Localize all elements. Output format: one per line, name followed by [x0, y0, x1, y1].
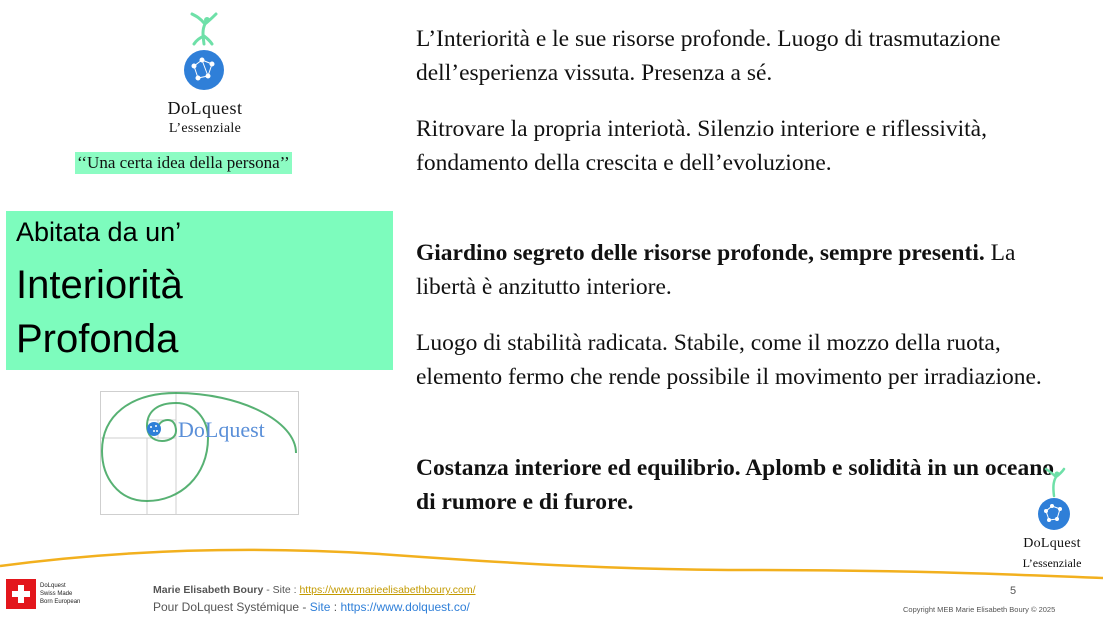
- slide-number: 5: [1010, 585, 1017, 597]
- paragraph-3: [416, 236, 1056, 304]
- swiss-flag-icon: [6, 579, 36, 609]
- footer-site-label: Site: [309, 600, 331, 614]
- footer-line2-separator: :: [330, 600, 341, 614]
- dolquest-site-link[interactable]: https://www.dolquest.co/: [340, 600, 470, 614]
- footer-line2-prefix: Pour DoLquest Systémique -: [153, 600, 310, 614]
- paragraph-3-rest: La libertà è anzitutto interiore.: [416, 240, 1016, 300]
- paragraph-4: Luogo di stabilità radicata. Stabile, come il mozzo della ruota, elemento fermo che rende possibile il movimento per irradiazione.: [416, 330, 1042, 390]
- title-line-1: Interiorità: [16, 263, 183, 307]
- paragraph-3-bold: Giardino segreto delle risorse profonde, sempre presenti.: [416, 240, 985, 266]
- title-pre: Abitata da un’: [16, 217, 182, 247]
- brand-subtitle-small: L’essenziale: [1022, 556, 1082, 570]
- title-main: [16, 258, 183, 366]
- paragraph-1: L’Interiorità e le sue risorse profonde. Luogo di trasmutazione dell’esperienza vissuta. Presenza a sé.: [416, 26, 1001, 86]
- golden-spiral-logo: [100, 391, 299, 515]
- motto: ‘‘Una certa idea della persona’’: [77, 153, 290, 172]
- paragraph-5: [416, 451, 1056, 519]
- paragraph-2: Ritrovare la propria interiotà. Silenzio interiore e riflessività, fondamento della crescita e dell’evoluzione.: [416, 116, 987, 176]
- swiss-label-line-3: Born European: [40, 599, 81, 605]
- author-separator: - Site :: [263, 584, 300, 596]
- title-line-2: Profonda: [16, 317, 179, 361]
- footer-dolquest-line: [153, 600, 470, 614]
- copyright: Copyright MEB Marie Elisabeth Boury © 2025: [903, 605, 1056, 614]
- spiral-logo-text: DoLquest: [178, 417, 265, 442]
- brand-subtitle: L’essenziale: [168, 121, 242, 136]
- author-site-link[interactable]: https://www.marieelisabethboury.com/: [299, 584, 476, 596]
- dolquest-logo-icon: [172, 8, 236, 98]
- swiss-made-label: [40, 582, 80, 606]
- brand-name: DoLquest: [167, 98, 243, 118]
- footer-author-line: [153, 584, 476, 596]
- paragraph-5-bold: Costanza interiore ed equilibrio. Aplomb e solidità in un oceano di rumore e di furore.: [416, 455, 1055, 515]
- brand-name-small: DoLquest: [1023, 536, 1081, 551]
- swiss-label-line-2: Swiss Made: [40, 591, 73, 597]
- author-name: Marie Elisabeth Boury: [153, 584, 264, 596]
- dolquest-small-logo-icon: [1029, 466, 1079, 534]
- swiss-label-line-1: DoLquest: [40, 583, 66, 589]
